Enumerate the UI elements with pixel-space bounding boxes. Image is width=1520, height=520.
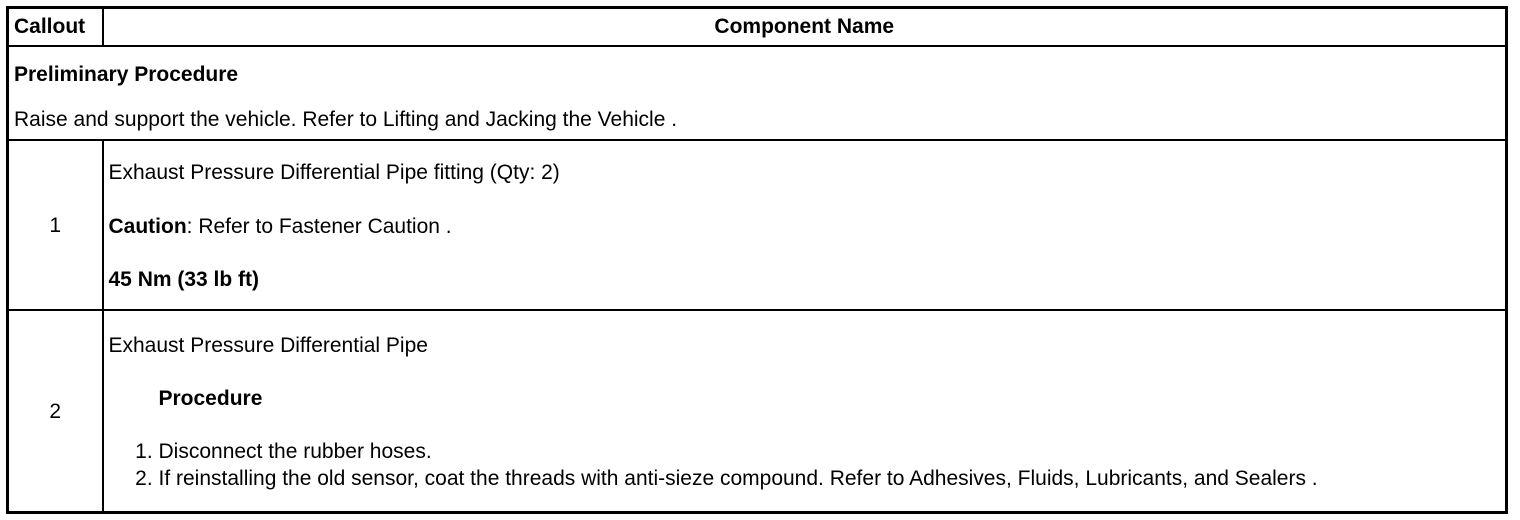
callout-number: 1 bbox=[8, 140, 103, 310]
component-description bbox=[103, 310, 1507, 512]
preliminary-cell bbox=[8, 46, 1507, 140]
preliminary-text bbox=[14, 106, 1500, 133]
component-name: Exhaust Pressure Differential Pipe bbox=[108, 333, 428, 357]
table-row bbox=[8, 310, 1507, 512]
component-name-header: Component Name bbox=[103, 8, 1507, 47]
preliminary-text-before: Raise and support the vehicle. Refer to bbox=[14, 107, 383, 131]
callout-number: 2 bbox=[8, 310, 103, 512]
preliminary-text-after: . bbox=[665, 107, 678, 131]
lifting-jacking-link[interactable]: Lifting and Jacking the Vehicle bbox=[382, 107, 666, 131]
component-name: Exhaust Pressure Differential Pipe fitting (Qty: 2) bbox=[108, 161, 560, 185]
procedure-step: 2. If reinstalling the old sensor, coat the threads with anti-sieze compound. Refer to Adhesives, Fluids, Lubricants, and Sealers . bbox=[159, 465, 1501, 492]
procedure-steps bbox=[109, 438, 1501, 493]
procedure-table bbox=[6, 6, 1508, 514]
component-description bbox=[103, 140, 1507, 310]
table-row bbox=[8, 140, 1507, 310]
caution-line bbox=[109, 213, 1501, 240]
caution-text-after: . bbox=[439, 214, 452, 238]
callout-header: Callout bbox=[8, 8, 103, 47]
header-row bbox=[8, 8, 1507, 47]
fastener-caution-link[interactable]: Fastener Caution bbox=[278, 214, 440, 238]
procedure-heading: Procedure bbox=[158, 386, 263, 410]
preliminary-row bbox=[8, 46, 1507, 140]
torque-spec: 45 Nm (33 lb ft) bbox=[108, 267, 260, 291]
procedure-step: 1. Disconnect the rubber hoses. bbox=[159, 438, 1501, 465]
caution-label: Caution bbox=[108, 214, 187, 238]
caution-text-before: : Refer to bbox=[186, 214, 279, 238]
preliminary-title: Preliminary Procedure bbox=[14, 62, 239, 86]
